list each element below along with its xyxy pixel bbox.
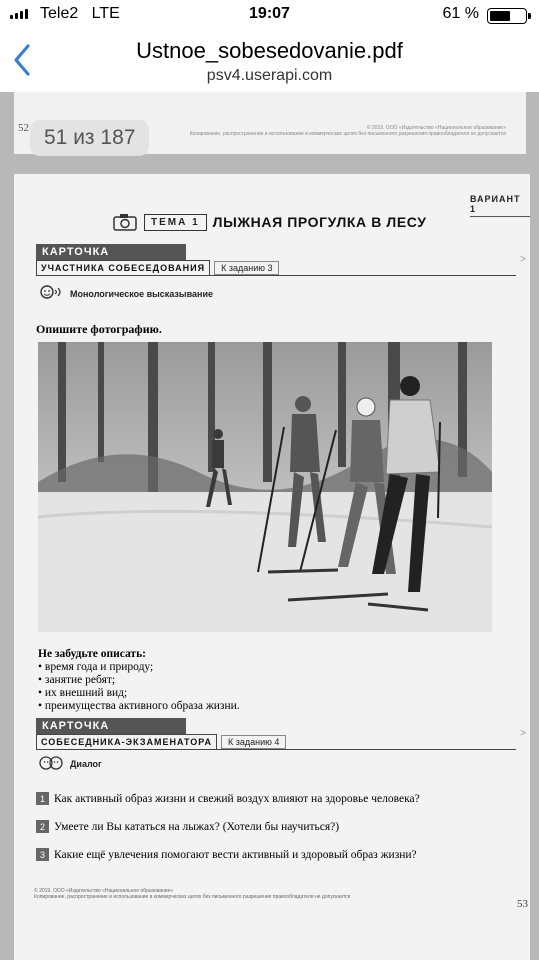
pdf-viewer[interactable]	[0, 92, 539, 960]
card-role: СОБЕСЕДНИКА-ЭКЗАМЕНАТОРА	[36, 734, 217, 749]
battery-percent: 61 %	[442, 5, 479, 22]
list-item: • занятие ребят;	[38, 674, 240, 687]
variant-label: ВАРИАНТ 1	[470, 194, 530, 217]
theme-label: ТЕМА 1	[144, 214, 207, 231]
list-item: • их внешний вид;	[38, 687, 240, 700]
skiing-photo	[38, 342, 492, 632]
dialogue-icon	[38, 754, 64, 774]
camera-icon	[112, 212, 138, 232]
question-1	[36, 792, 420, 805]
instruction: Опишите фотографию.	[36, 322, 162, 336]
question-3	[36, 848, 417, 861]
page-number: 53	[517, 898, 528, 910]
mode-dialogue: Диалог	[38, 754, 102, 774]
carrier-label: Tele2 LTE	[40, 5, 120, 22]
card-task: К заданию 4	[221, 735, 286, 749]
current-page	[14, 174, 530, 960]
status-time: 19:07	[249, 5, 290, 22]
document-title: Ustnoe_sobesedovanie.pdf	[136, 38, 403, 63]
card-label: КАРТОЧКА	[36, 244, 186, 260]
fold-marker-icon: >	[520, 728, 526, 739]
question-number: 3	[36, 848, 49, 861]
card-participant-header	[36, 242, 516, 276]
list-item: • время года и природу;	[38, 661, 240, 674]
card-label: КАРТОЧКА	[36, 718, 186, 734]
list-item: • преимущества активного образа жизни.	[38, 700, 240, 713]
question-text: Умеете ли Вы кататься на лыжах? (Хотели бы научиться?)	[54, 820, 340, 833]
page-footer: © 2019. ООО «Издательство «Национальное образование» Копирование, распространение и использование в коммерческих целях без письменного разрешения правообладателя не допускается	[34, 888, 351, 900]
question-2	[36, 820, 339, 833]
card-role: УЧАСТНИКА СОБЕСЕДОВАНИЯ	[36, 260, 210, 275]
page-counter: 51 из 187	[30, 120, 149, 156]
status-bar	[0, 0, 539, 30]
question-number: 1	[36, 792, 49, 805]
network-label: LTE	[91, 5, 120, 22]
previous-page-number: 52	[18, 122, 29, 134]
mode-monologue: Монологическое высказывание	[38, 284, 213, 304]
question-number: 2	[36, 820, 49, 833]
question-text: Какие ещё увлечения помогают вести активный и здоровый образ жизни?	[54, 848, 417, 861]
card-task: К заданию 3	[214, 261, 279, 275]
theme-header	[112, 212, 427, 232]
speaker-icon	[38, 284, 64, 304]
remember-list	[38, 648, 240, 713]
fold-marker-icon: >	[520, 254, 526, 265]
document-source: psv4.userapi.com	[206, 67, 333, 84]
remember-title: Не забудьте описать:	[38, 648, 146, 660]
card-examiner-header	[36, 716, 516, 750]
previous-page-copyright: © 2019. ООО «Издательство «Национальное образование» Копирование, распространение и использование в коммерческих целях без письменного разрешения правообладателя не допускается	[189, 125, 506, 137]
question-text: Как активный образ жизни и свежий воздух влияют на здоровье человека?	[54, 792, 420, 805]
battery-icon	[487, 8, 527, 24]
theme-title: ЛЫЖНАЯ ПРОГУЛКА В ЛЕСУ	[212, 214, 427, 230]
